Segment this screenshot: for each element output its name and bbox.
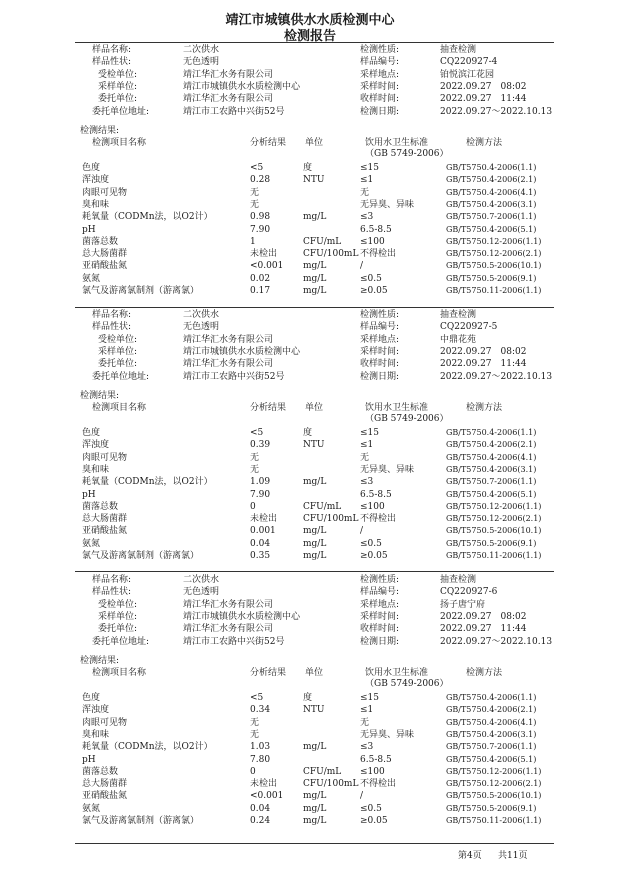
standard-value: ≥0.05 — [360, 816, 388, 826]
unit-value: NTU — [303, 705, 325, 716]
item-name: 氯气及游离氯制剂（游离氯） — [82, 286, 200, 296]
method-value: GB/T5750.5-2006(9.1) — [446, 538, 537, 548]
result-value: 0.17 — [250, 286, 271, 296]
client-value: 靖江华汇水务有限公司 — [183, 69, 274, 80]
result-value: 未检出 — [250, 249, 278, 260]
unit-value: CFU/100mL — [303, 779, 359, 790]
col-std-header: 饮用水卫生标准 — [365, 668, 429, 678]
unit-value: mg/L — [303, 212, 327, 223]
method-value: GB/T5750.4-2006(2.1) — [446, 175, 537, 185]
item-name: 亚硝酸盐氮 — [82, 791, 128, 802]
section-divider — [75, 571, 554, 572]
sampling-unit-value: 靖江市城镇供水水质检测中心 — [183, 81, 301, 92]
sampling-place-label: 采样地点: — [360, 334, 400, 345]
sample-name-value: 二次供水 — [183, 575, 220, 585]
standard-value: 6.5-8.5 — [360, 224, 392, 235]
table-row — [0, 224, 620, 236]
result-value: 无 — [250, 729, 260, 740]
bottom-divider — [75, 843, 554, 844]
result-value: 0 — [250, 766, 256, 777]
receive-time-label: 收样时间: — [360, 94, 400, 105]
sample-property-value: 无色透明 — [183, 57, 220, 68]
method-value: GB/T5750.4-2006(2.1) — [446, 705, 537, 715]
method-value: GB/T5750.12-2006(1.1) — [446, 766, 542, 776]
entrusting-address-label: 委托单位地址: — [92, 106, 150, 117]
sampling-unit-value: 靖江市城镇供水水质检测中心 — [183, 346, 301, 357]
receive-time-value: 2022.09.27 11:44 — [440, 359, 527, 370]
item-name: 浑浊度 — [82, 705, 110, 716]
method-value: GB/T5750.4-2006(4.1) — [446, 717, 537, 727]
col-result-header: 分析结果 — [250, 668, 287, 678]
item-name: 氨氮 — [82, 803, 101, 814]
method-value: GB/T5750.4-2006(4.1) — [446, 452, 537, 462]
standard-value: ≤100 — [360, 236, 385, 247]
method-value: GB/T5750.4-2006(1.1) — [446, 428, 537, 437]
method-value: GB/T5750.4-2006(5.1) — [446, 489, 537, 499]
col-std-header: 饮用水卫生标准 — [365, 138, 429, 148]
table-row — [0, 427, 620, 439]
results-heading: 检测结果: — [80, 126, 120, 136]
result-value: 0.24 — [250, 816, 271, 826]
result-value: 0.28 — [250, 175, 271, 186]
unit-value: CFU/mL — [303, 766, 342, 777]
table-row — [0, 790, 620, 802]
standard-value: ≤3 — [360, 477, 374, 488]
table-row — [0, 766, 620, 778]
standard-value: 无异臭、异味 — [360, 729, 415, 740]
result-value: 0.04 — [250, 803, 271, 814]
sample-property-label: 样品性状: — [92, 587, 132, 598]
test-date-label: 检测日期: — [360, 636, 400, 647]
item-name: 氨氮 — [82, 273, 101, 284]
sample-property-label: 样品性状: — [92, 322, 132, 333]
standard-value: 无 — [360, 452, 370, 463]
sampling-time-label: 采样时间: — [360, 81, 400, 92]
col-method-header: 检测方法 — [466, 403, 503, 413]
item-name: pH — [82, 754, 96, 765]
result-value: 0.02 — [250, 273, 271, 284]
entrusting-unit-value: 靖江华汇水务有限公司 — [183, 359, 274, 370]
sampling-unit-label: 采样单位: — [98, 346, 138, 357]
table-row — [0, 199, 620, 211]
report-title: 靖江市城镇供水水质检测中心 — [225, 13, 395, 28]
result-value: 0.04 — [250, 538, 271, 549]
sample-property-value: 无色透明 — [183, 587, 220, 598]
method-value: GB/T5750.12-2006(2.1) — [446, 249, 542, 259]
col-result-header: 分析结果 — [250, 138, 287, 148]
table-row — [0, 704, 620, 716]
method-value: GB/T5750.4-2006(1.1) — [446, 163, 537, 172]
inspect-nature-label: 检测性质: — [360, 310, 400, 320]
client-value: 靖江华汇水务有限公司 — [183, 599, 274, 610]
table-row — [0, 260, 620, 272]
item-name: 菌落总数 — [82, 501, 119, 512]
table-row — [0, 273, 620, 285]
col-std-code: （GB 5749-2006） — [365, 414, 449, 424]
result-value: 无 — [250, 452, 260, 463]
result-value: 无 — [250, 464, 260, 475]
standard-value: ≤100 — [360, 766, 385, 777]
table-row — [0, 174, 620, 186]
col-method-header: 检测方法 — [466, 668, 503, 678]
unit-value: mg/L — [303, 286, 327, 296]
unit-value: mg/L — [303, 477, 327, 488]
standard-value: 无 — [360, 717, 370, 728]
standard-value: ≤0.5 — [360, 538, 382, 549]
standard-value: ≤3 — [360, 212, 374, 223]
col-unit-header: 单位 — [305, 668, 324, 678]
unit-value: 度 — [303, 428, 313, 438]
standard-value: / — [360, 261, 364, 272]
entrusting-unit-label: 委托单位: — [98, 624, 138, 635]
test-date-label: 检测日期: — [360, 371, 400, 382]
sampling-time-value: 2022.09.27 08:02 — [440, 611, 527, 622]
standard-value: 不得检出 — [360, 779, 397, 790]
result-value: 未检出 — [250, 779, 278, 790]
sample-no-value: CQ220927-4 — [440, 57, 498, 68]
result-value: 0.001 — [250, 526, 276, 537]
method-value: GB/T5750.5-2006(10.1) — [446, 526, 542, 536]
col-std-header: 饮用水卫生标准 — [365, 403, 429, 413]
unit-value: CFU/100mL — [303, 514, 359, 525]
entrusting-unit-label: 委托单位: — [98, 359, 138, 370]
sample-name-label: 样品名称: — [92, 45, 132, 55]
standard-value: 不得检出 — [360, 514, 397, 525]
sampling-place-value: 扬子唐宁府 — [440, 599, 486, 610]
table-row — [0, 692, 620, 704]
result-value: <0.001 — [250, 791, 284, 802]
table-row — [0, 211, 620, 223]
standard-value: ≤15 — [360, 428, 379, 438]
table-row — [0, 476, 620, 488]
sample-property-label: 样品性状: — [92, 57, 132, 68]
result-value: 0 — [250, 501, 256, 512]
entrusting-unit-label: 委托单位: — [98, 94, 138, 105]
method-value: GB/T5750.12-2006(1.1) — [446, 236, 542, 246]
item-name: 氨氮 — [82, 538, 101, 549]
sampling-time-value: 2022.09.27 08:02 — [440, 346, 527, 357]
result-value: 0.39 — [250, 440, 271, 451]
test-date-value: 2022.09.27～2022.10.13 — [440, 106, 553, 117]
entrusting-unit-value: 靖江华汇水务有限公司 — [183, 94, 274, 105]
table-row — [0, 538, 620, 550]
table-row — [0, 452, 620, 464]
standard-value: 无异臭、异味 — [360, 199, 415, 210]
test-date-value: 2022.09.27～2022.10.13 — [440, 371, 553, 382]
client-label: 受检单位: — [98, 334, 138, 345]
entrusting-address-value: 靖江市工农路中兴街52号 — [183, 371, 285, 382]
standard-value: ≤1 — [360, 440, 374, 451]
result-value: 无 — [250, 187, 260, 198]
sample-name-label: 样品名称: — [92, 310, 132, 320]
table-row — [0, 754, 620, 766]
method-value: GB/T5750.7-2006(1.1) — [446, 212, 537, 222]
method-value: GB/T5750.5-2006(10.1) — [446, 791, 542, 801]
standard-value: ≤100 — [360, 501, 385, 512]
item-name: 亚硝酸盐氮 — [82, 261, 128, 272]
receive-time-value: 2022.09.27 11:44 — [440, 624, 527, 635]
standard-value: 6.5-8.5 — [360, 489, 392, 500]
method-value: GB/T5750.4-2006(5.1) — [446, 754, 537, 764]
table-row — [0, 778, 620, 790]
method-value: GB/T5750.7-2006(1.1) — [446, 477, 537, 487]
standard-value: ≤0.5 — [360, 803, 382, 814]
standard-value: ≤1 — [360, 175, 374, 186]
table-row — [0, 501, 620, 513]
table-row — [0, 513, 620, 525]
receive-time-label: 收样时间: — [360, 624, 400, 635]
table-row — [0, 815, 620, 827]
result-value: <5 — [250, 693, 264, 703]
item-name: 亚硝酸盐氮 — [82, 526, 128, 537]
item-name: 肉眼可见物 — [82, 187, 128, 198]
method-value: GB/T5750.7-2006(1.1) — [446, 742, 537, 752]
item-name: 耗氧量（CODMn法，以O2计） — [82, 477, 213, 488]
standard-value: ≤15 — [360, 693, 379, 703]
sample-no-label: 样品编号: — [360, 57, 400, 68]
inspect-nature-label: 检测性质: — [360, 45, 400, 55]
table-row — [0, 729, 620, 741]
table-row — [0, 550, 620, 562]
method-value: GB/T5750.4-2006(3.1) — [446, 729, 537, 739]
standard-value: 不得检出 — [360, 249, 397, 260]
result-value: 7.80 — [250, 754, 271, 765]
standard-value: 6.5-8.5 — [360, 754, 392, 765]
entrusting-address-label: 委托单位地址: — [92, 371, 150, 382]
item-name: 肉眼可见物 — [82, 452, 128, 463]
item-name: 臭和味 — [82, 199, 110, 210]
sample-property-value: 无色透明 — [183, 322, 220, 333]
item-name: 臭和味 — [82, 464, 110, 475]
sample-name-label: 样品名称: — [92, 575, 132, 585]
unit-value: mg/L — [303, 816, 327, 826]
sample-no-value: CQ220927-5 — [440, 322, 498, 333]
method-value: GB/T5750.4-2006(3.1) — [446, 464, 537, 474]
sample-name-value: 二次供水 — [183, 45, 220, 55]
section-divider — [75, 307, 554, 308]
sampling-unit-label: 采样单位: — [98, 81, 138, 92]
result-value: <0.001 — [250, 261, 284, 272]
item-name: 色度 — [82, 693, 101, 703]
item-name: 臭和味 — [82, 729, 110, 740]
client-label: 受检单位: — [98, 69, 138, 80]
page-number: 第4页 — [458, 851, 482, 861]
method-value: GB/T5750.11-2006(1.1) — [446, 286, 542, 295]
result-value: 7.90 — [250, 489, 271, 500]
unit-value: 度 — [303, 163, 313, 173]
result-value: 未检出 — [250, 514, 278, 525]
table-row — [0, 187, 620, 199]
item-name: 氯气及游离氯制剂（游离氯） — [82, 816, 200, 826]
standard-value: 无 — [360, 187, 370, 198]
method-value: GB/T5750.4-2006(1.1) — [446, 693, 537, 702]
result-value: 7.90 — [250, 224, 271, 235]
item-name: 总大肠菌群 — [82, 249, 128, 260]
col-item-header: 检测项目名称 — [92, 403, 147, 413]
result-value: 无 — [250, 199, 260, 210]
test-date-label: 检测日期: — [360, 106, 400, 117]
item-name: 总大肠菌群 — [82, 779, 128, 790]
inspect-nature-value: 抽查检测 — [440, 310, 477, 320]
item-name: 浑浊度 — [82, 175, 110, 186]
sample-no-label: 样品编号: — [360, 587, 400, 598]
item-name: pH — [82, 224, 96, 235]
table-row — [0, 248, 620, 260]
standard-value: ≥0.05 — [360, 286, 388, 296]
item-name: 菌落总数 — [82, 766, 119, 777]
table-row — [0, 489, 620, 501]
table-row — [0, 717, 620, 729]
unit-value: mg/L — [303, 261, 327, 272]
client-label: 受检单位: — [98, 599, 138, 610]
client-value: 靖江华汇水务有限公司 — [183, 334, 274, 345]
results-heading: 检测结果: — [80, 656, 120, 666]
method-value: GB/T5750.4-2006(4.1) — [446, 187, 537, 197]
method-value: GB/T5750.5-2006(9.1) — [446, 803, 537, 813]
item-name: 耗氧量（CODMn法，以O2计） — [82, 212, 213, 223]
standard-value: ≥0.05 — [360, 551, 388, 561]
inspect-nature-label: 检测性质: — [360, 575, 400, 585]
item-name: 浑浊度 — [82, 440, 110, 451]
method-value: GB/T5750.5-2006(9.1) — [446, 273, 537, 283]
col-item-header: 检测项目名称 — [92, 668, 147, 678]
method-value: GB/T5750.12-2006(2.1) — [446, 779, 542, 789]
unit-value: mg/L — [303, 273, 327, 284]
unit-value: mg/L — [303, 538, 327, 549]
result-value: 1.03 — [250, 742, 271, 753]
table-row — [0, 803, 620, 815]
sampling-place-value: 铂悦滨江花园 — [440, 69, 495, 80]
result-value: 0.35 — [250, 551, 271, 561]
sampling-place-value: 中鼎花苑 — [440, 334, 477, 345]
result-value: 0.34 — [250, 705, 271, 716]
inspect-nature-value: 抽查检测 — [440, 575, 477, 585]
item-name: pH — [82, 489, 96, 500]
inspect-nature-value: 抽查检测 — [440, 45, 477, 55]
top-divider — [75, 42, 554, 43]
table-row — [0, 525, 620, 537]
receive-time-label: 收样时间: — [360, 359, 400, 370]
unit-value: NTU — [303, 175, 325, 186]
col-std-code: （GB 5749-2006） — [365, 679, 449, 689]
item-name: 菌落总数 — [82, 236, 119, 247]
table-row — [0, 162, 620, 174]
unit-value: CFU/mL — [303, 236, 342, 247]
sampling-time-label: 采样时间: — [360, 346, 400, 357]
result-value: <5 — [250, 163, 264, 173]
table-row — [0, 236, 620, 248]
sample-no-value: CQ220927-6 — [440, 587, 498, 598]
item-name: 色度 — [82, 163, 101, 173]
method-value: GB/T5750.4-2006(2.1) — [446, 440, 537, 450]
table-row — [0, 285, 620, 297]
table-row — [0, 464, 620, 476]
col-result-header: 分析结果 — [250, 403, 287, 413]
method-value: GB/T5750.4-2006(3.1) — [446, 199, 537, 209]
results-heading: 检测结果: — [80, 391, 120, 401]
result-value: 1.09 — [250, 477, 271, 488]
col-method-header: 检测方法 — [466, 138, 503, 148]
receive-time-value: 2022.09.27 11:44 — [440, 94, 527, 105]
result-value: 无 — [250, 717, 260, 728]
unit-value: mg/L — [303, 551, 327, 561]
col-unit-header: 单位 — [305, 138, 324, 148]
method-value: GB/T5750.4-2006(5.1) — [446, 224, 537, 234]
table-row — [0, 439, 620, 451]
unit-value: 度 — [303, 693, 313, 703]
sampling-place-label: 采样地点: — [360, 599, 400, 610]
standard-value: 无异臭、异味 — [360, 464, 415, 475]
unit-value: mg/L — [303, 526, 327, 537]
standard-value: / — [360, 791, 364, 802]
sampling-place-label: 采样地点: — [360, 69, 400, 80]
entrusting-unit-value: 靖江华汇水务有限公司 — [183, 624, 274, 635]
standard-value: ≤0.5 — [360, 273, 382, 284]
item-name: 氯气及游离氯制剂（游离氯） — [82, 551, 200, 561]
sampling-time-label: 采样时间: — [360, 611, 400, 622]
item-name: 色度 — [82, 428, 101, 438]
sample-name-value: 二次供水 — [183, 310, 220, 320]
item-name: 肉眼可见物 — [82, 717, 128, 728]
unit-value: CFU/100mL — [303, 249, 359, 260]
col-item-header: 检测项目名称 — [92, 138, 147, 148]
method-value: GB/T5750.11-2006(1.1) — [446, 816, 542, 825]
standard-value: ≤1 — [360, 705, 374, 716]
entrusting-address-value: 靖江市工农路中兴街52号 — [183, 636, 285, 647]
standard-value: ≤3 — [360, 742, 374, 753]
method-value: GB/T5750.12-2006(2.1) — [446, 514, 542, 524]
table-row — [0, 741, 620, 753]
entrusting-address-label: 委托单位地址: — [92, 636, 150, 647]
item-name: 总大肠菌群 — [82, 514, 128, 525]
method-value: GB/T5750.12-2006(1.1) — [446, 501, 542, 511]
standard-value: ≤15 — [360, 163, 379, 173]
method-value: GB/T5750.11-2006(1.1) — [446, 551, 542, 560]
sampling-time-value: 2022.09.27 08:02 — [440, 81, 527, 92]
unit-value: mg/L — [303, 742, 327, 753]
sample-no-label: 样品编号: — [360, 322, 400, 333]
sampling-unit-value: 靖江市城镇供水水质检测中心 — [183, 611, 301, 622]
report-subtitle: 检测报告 — [283, 29, 336, 44]
test-date-value: 2022.09.27～2022.10.13 — [440, 636, 553, 647]
sampling-unit-label: 采样单位: — [98, 611, 138, 622]
unit-value: CFU/mL — [303, 501, 342, 512]
result-value: <5 — [250, 428, 264, 438]
item-name: 耗氧量（CODMn法，以O2计） — [82, 742, 213, 753]
result-value: 1 — [250, 236, 256, 247]
col-unit-header: 单位 — [305, 403, 324, 413]
standard-value: / — [360, 526, 364, 537]
page-total: 共11页 — [498, 851, 528, 861]
entrusting-address-value: 靖江市工农路中兴街52号 — [183, 106, 285, 117]
method-value: GB/T5750.5-2006(10.1) — [446, 261, 542, 271]
col-std-code: （GB 5749-2006） — [365, 149, 449, 159]
unit-value: NTU — [303, 440, 325, 451]
result-value: 0.98 — [250, 212, 271, 223]
unit-value: mg/L — [303, 791, 327, 802]
unit-value: mg/L — [303, 803, 327, 814]
